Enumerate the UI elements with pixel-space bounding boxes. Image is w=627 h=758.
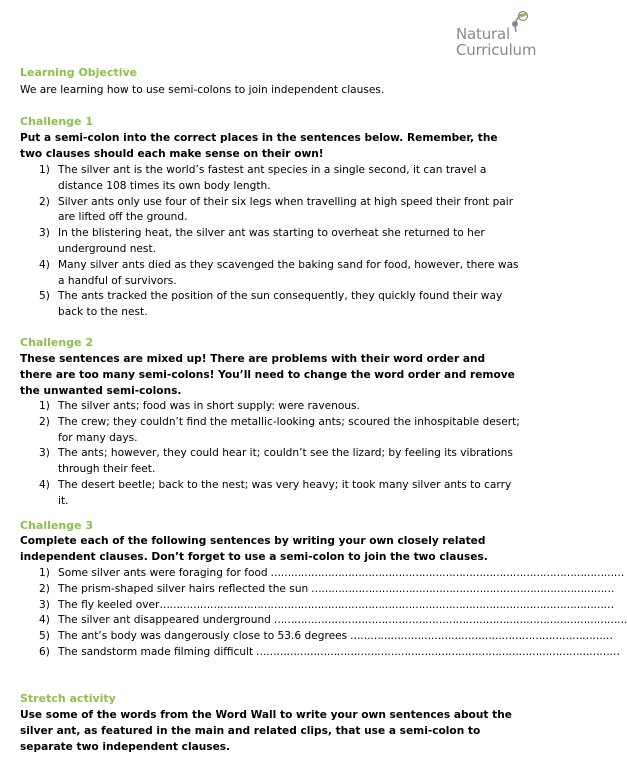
item-number: 5): [39, 630, 50, 643]
list-item: [20, 478, 522, 510]
item-text: The silver ant disappeared underground: [58, 614, 271, 627]
item-number: 3): [39, 227, 50, 240]
list-item: [20, 415, 522, 447]
answer-line[interactable]: ………………………………………………………………………………………………………………………: [159, 598, 614, 611]
stretch-heading: Stretch activity: [20, 692, 116, 705]
challenge2-list: [20, 399, 522, 510]
list-item: [20, 226, 522, 258]
item-number: 2): [39, 195, 50, 208]
item-number: 4): [39, 258, 50, 271]
item-text: The sandstorm made filming difficult: [58, 645, 254, 658]
list-item: [20, 566, 624, 582]
item-number: 3): [39, 447, 50, 460]
list-item: [20, 258, 522, 290]
list-item: [20, 195, 522, 227]
challenge2-heading: Challenge 2: [20, 336, 93, 349]
item-number: 2): [39, 582, 50, 595]
answer-line[interactable]: ……………………………………………………………………: [347, 630, 613, 643]
answer-line[interactable]: ……………………………………………………………………………………………: [270, 614, 627, 627]
item-text: The silver ants; food was in short supply: were ravenous.: [58, 400, 360, 412]
logo-line2: Curriculum: [456, 41, 537, 59]
item-text: The crew; they couldn’t find the metallic-looking ants; scoured the inhospitable desert; for many days.: [58, 415, 520, 444]
item-number: 2): [39, 415, 50, 428]
item-text: Many silver ants died as they scavenged the baking sand for food, however, there was a handful of survivors.: [58, 258, 519, 287]
list-item: [20, 613, 627, 629]
challenge1-heading: Challenge 1: [20, 115, 93, 128]
item-text: The fly keeled over: [58, 598, 160, 611]
challenge3-list: [20, 566, 627, 661]
item-number: 4): [39, 478, 50, 491]
item-text: The ants tracked the position of the sun consequently, they quickly found their way back to the nest.: [58, 290, 503, 319]
challenge3-heading: Challenge 3: [20, 519, 93, 532]
list-item: [20, 629, 613, 645]
item-text: The prism-shaped silver hairs reflected the sun: [58, 582, 309, 595]
list-item: [20, 289, 522, 321]
item-number: 1): [39, 400, 50, 412]
list-item: [20, 582, 614, 598]
learning-objective-text: We are learning how to use semi-colons to join independent clauses.: [20, 84, 385, 96]
item-text: The ant’s body was dangerously close to 53.6 degrees: [58, 630, 348, 643]
item-number: 3): [39, 598, 50, 611]
item-number: 4): [39, 614, 50, 627]
item-text: Silver ants only use four of their six legs when travelling at high speed their front pair are lifted off the ground.: [58, 195, 514, 224]
list-item: [20, 399, 522, 415]
challenge3-instruction: Complete each of the following sentences by writing your own closely related independent clauses. Don’t forget to use a semi-colon to join the two clauses.: [20, 535, 488, 563]
answer-line[interactable]: ………………………………………………………………………………: [308, 582, 614, 595]
natural-curriculum-logo: [450, 8, 550, 60]
item-number: 1): [39, 164, 50, 176]
item-number: 1): [39, 567, 50, 579]
list-item: [20, 598, 614, 614]
item-number: 6): [39, 645, 50, 658]
answer-line[interactable]: ………………………………………………………………………………………………: [253, 645, 620, 658]
answer-line[interactable]: ……………………………………………………………………………………………: [267, 567, 624, 579]
list-item: [20, 446, 522, 478]
item-number: 5): [39, 290, 50, 303]
item-text: The desert beetle; back to the nest; was very heavy; it took many silver ants to carry it.: [58, 478, 512, 507]
logo-line1: Natural: [456, 25, 510, 43]
learning-objective-heading: Learning Objective: [20, 66, 138, 79]
item-text: In the blistering heat, the silver ant was starting to overheat she returned to her underground nest.: [58, 227, 485, 255]
challenge1-instruction: Put a semi-colon into the correct places in the sentences below. Remember, the two clauses should each make sense on their own!: [20, 132, 498, 160]
list-item: [20, 645, 620, 661]
challenge2-instruction: These sentences are mixed up! There are problems with their word order and there are too many semi-colons! You’ll need to change the word order and remove the unwanted semi-colons.: [20, 353, 515, 397]
stretch-instruction: Use some of the words from the Word Wall to write your own sentences about the silver ant, as featured in the main and related clips, that use a semi-colon to separate two independent clauses.: [20, 709, 512, 753]
item-text: The silver ant is the world’s fastest ant species in a single second, it can travel a distance 108 times its own body length.: [58, 164, 487, 192]
item-text: The ants; however, they could hear it; couldn’t see the lizard; by feeling its vibrations through their feet.: [58, 447, 513, 476]
challenge1-list: [20, 163, 522, 321]
item-text: Some silver ants were foraging for food: [58, 567, 268, 579]
list-item: [20, 163, 522, 195]
